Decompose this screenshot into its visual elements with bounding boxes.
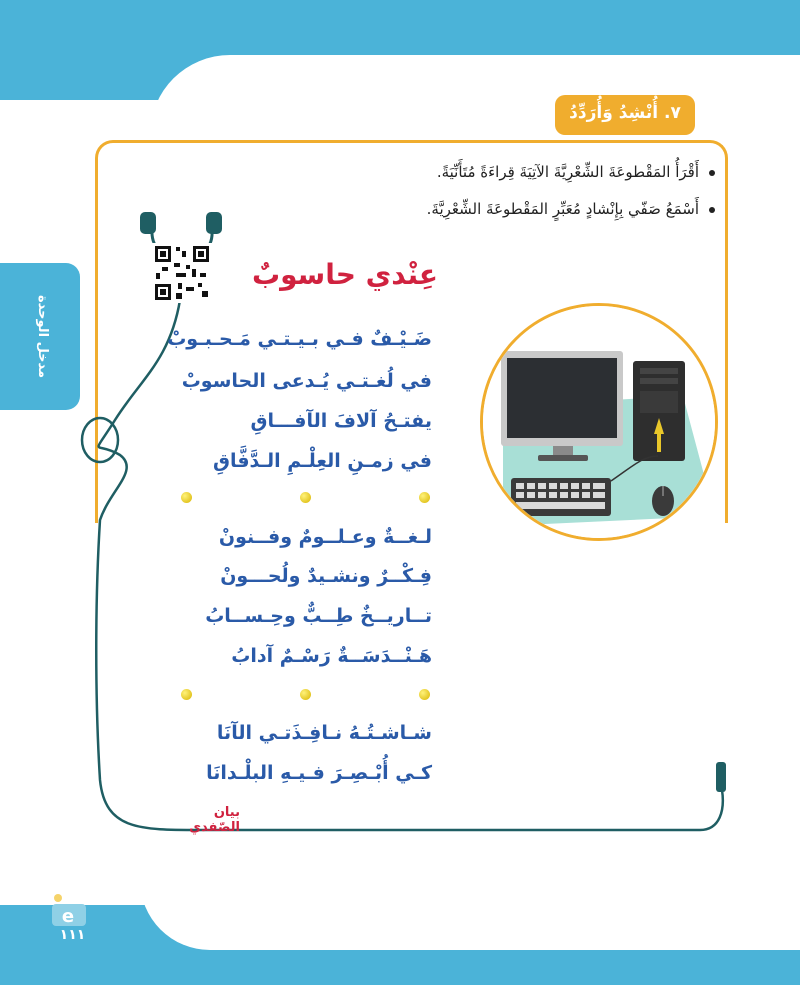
poem-line: تــاريــخٌ طِــبٌّ وحِـســابُ [205,605,432,627]
separator-dot-icon [181,689,192,700]
poem-line: في لُغـتـي يُـدعى الحاسوبْ [181,370,432,392]
poem-line: يفتـحُ آلافَ الآفـــاقِ [250,410,432,432]
computer-illustration [480,303,718,541]
poem-line: شـاشـتُـهُ نـافِـذَتـي الآنَا [216,722,432,744]
poem-line: ضَـيْـفٌ فـي بـيـتـي مَـحـبـوبْ [167,328,432,350]
poem-line: كـي أُبْـصِـرَ فـيـهِ البلْـدانَا [206,762,432,784]
instruction-item: أَقْرَأُ المَقْطوعَةَ الشِّعْرِيَّةَ الآتِيَةَ قِراءَةً مُتَأَنِّيَةً. [115,163,715,181]
instruction-item: أَسْمَعُ صَفّي بِإِنْشادٍ مُعَبِّرٍ المَقْطوعَةَ الشِّعْرِيَّةَ. [115,200,715,218]
poem-line: في زمـنِ العِلْـمِ الـدَّفَّاقِ [212,450,432,472]
poem-author: بيان الصّفدي [189,805,240,835]
poem-line: لـغــةٌ وعـلــومٌ وفــنونْ [218,526,432,548]
separator-dot-icon [300,492,311,503]
poem-title: عِنْدي حاسوبٌ [251,258,439,291]
separator-dot-icon [419,492,430,503]
headphones-icon [140,212,156,234]
poem-line: هَـنْــدَسَــةٌ رَسْـمٌ آدابُ [231,645,432,667]
poem-line: فِـكْــرٌ ونشـيدٌ ولُحـــونْ [220,565,432,587]
section-heading: ٧. أُنْشِدُ وَأُرَدِّدُ [569,103,681,123]
separator-dot-icon [181,492,192,503]
page-number: ١١١ [59,927,86,943]
qr-code-icon[interactable] [152,243,212,303]
separator-dot-icon [419,689,430,700]
unit-side-tab-label: مدخل الوحدة [35,294,50,379]
page-badge-icon [48,890,88,928]
separator-dot-icon [300,689,311,700]
svg-text:e: e [61,906,75,927]
